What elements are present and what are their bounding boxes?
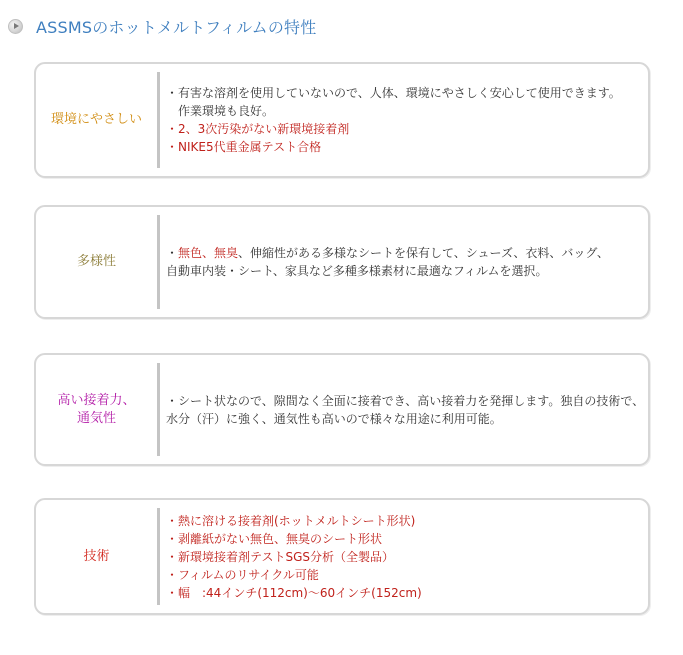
description-line: ・有害な溶剤を使用していないので、人体、環境にやさしく安心して使用できます。 <box>166 86 621 100</box>
description-highlight: 無色、無臭 <box>178 246 239 260</box>
description-line: ・シート状なので、隙間なく全面に接着でき、高い接着力を発揮します。独自の技術で、 <box>166 393 645 408</box>
panel-divider <box>157 508 160 605</box>
description-line-highlight: ・剥離紙がない無色、無臭のシート形状 <box>166 531 383 546</box>
description-line: 自動車内装・シート、家具など多種多様素材に最適なフィルムを選択。 <box>166 264 548 278</box>
bullet-mark: ・ <box>166 246 179 260</box>
description-line-highlight: ・新環境接着剤テストSGS分析（全製品） <box>166 549 395 564</box>
panel-divider <box>157 215 160 309</box>
feature-label-adhesion <box>36 355 157 464</box>
description-line: 水分（汗）に強く、通気性も高いので様々な用途に利用可能。 <box>166 411 502 426</box>
feature-label-variety: 多様性 <box>76 254 116 269</box>
label-line: 通気性 <box>76 410 116 426</box>
arrow-bullet-icon <box>8 19 23 34</box>
description-line-highlight: ・フィルムのリサイクル可能 <box>166 567 319 582</box>
feature-panel-variety <box>34 205 650 319</box>
feature-label-eco-friendly: 環境にやさしい <box>50 112 142 127</box>
feature-panel-technology <box>34 498 650 615</box>
feature-description <box>166 64 642 176</box>
page-header <box>8 14 316 38</box>
description-text: 、伸縮性がある多様なシートを保有して、シューズ、衣料、バッグ、 <box>238 246 609 260</box>
description-line-highlight: ・2、3次汚染がない新環境接着剤 <box>166 122 350 136</box>
description-line-highlight: ・幅 :44インチ(112cm)～60インチ(152cm) <box>166 585 422 600</box>
feature-label-technology: 技術 <box>83 548 110 564</box>
description-line <box>166 244 642 262</box>
label-line: 高い接着力、 <box>57 392 136 408</box>
feature-panel-adhesion <box>34 353 650 466</box>
page-title: ASSMSのホットメルトフィルムの特性 <box>36 17 317 37</box>
description-line-highlight: ・NIKE5代重金属テスト合格 <box>166 140 322 154</box>
feature-description <box>166 355 645 464</box>
panel-divider <box>157 363 160 456</box>
panel-divider <box>157 72 160 168</box>
feature-panel-eco-friendly <box>34 62 650 178</box>
feature-description <box>166 500 642 613</box>
feature-description <box>166 207 642 317</box>
description-line: 作業環境も良好。 <box>178 104 275 118</box>
description-line-highlight: ・熱に溶ける接着剤(ホットメルトシート形状) <box>166 513 416 528</box>
